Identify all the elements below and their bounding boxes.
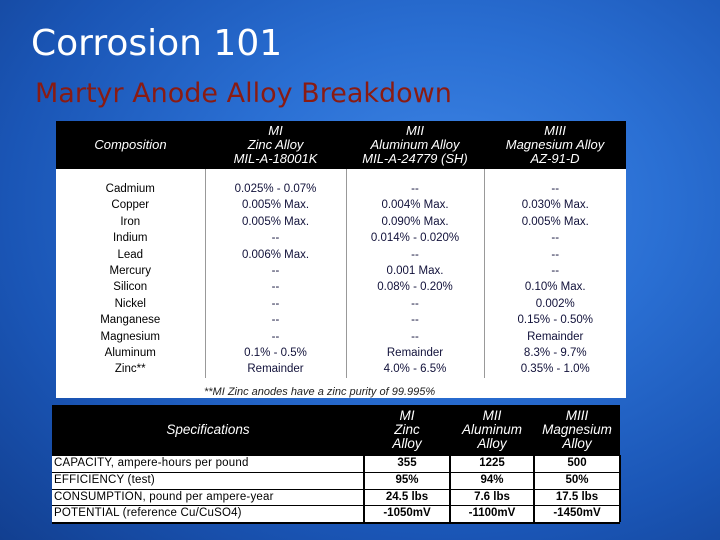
spec-mii-cell: 1225	[450, 456, 534, 473]
specifications-header: Specifications	[52, 405, 364, 456]
miii-value-cell: 0.15% - 0.50%	[517, 314, 593, 327]
alloy-spacer-row	[56, 169, 626, 181]
spec-row	[52, 472, 620, 489]
alloy-table	[56, 121, 626, 378]
spec-row	[52, 506, 620, 522]
alloy-row	[56, 247, 626, 263]
mii-value-cell: 0.08% - 0.20%	[346, 279, 484, 295]
mii-header-line: MIL-A-24779 (SH)	[362, 151, 468, 166]
spec-miii-cell: 17.5 lbs	[534, 489, 620, 506]
alloy-row	[56, 296, 626, 312]
miii-header-line: Magnesium Alloy	[505, 137, 605, 152]
element-cell: Zinc**	[56, 361, 205, 377]
mi-value-cell: 0.1% - 0.5%	[205, 345, 346, 361]
alloy-row	[56, 263, 626, 279]
mii-value-cell: 0.090% Max.	[346, 214, 484, 230]
spec-miii-header	[534, 405, 620, 456]
miii-header-line: MIII	[544, 123, 566, 138]
zinc-purity-footnote: **MI Zinc anodes have a zinc purity of 99.995%	[204, 386, 436, 398]
mii-value-cell: --	[346, 247, 484, 263]
mi-value-cell: --	[205, 312, 346, 328]
spec-mi-cell: 95%	[364, 472, 450, 489]
composition-header: Composition	[56, 121, 205, 169]
mi-value-cell: Remainder	[205, 361, 346, 377]
element-cell: Copper	[56, 197, 205, 213]
alloy-row	[56, 312, 626, 328]
mii-header-line: Aluminum Alloy	[370, 137, 460, 152]
mi-value-cell: 0.005% Max.	[205, 214, 346, 230]
miii-value-cell: 0.10% Max.	[524, 281, 586, 294]
spec-miii-header-line: Alloy	[562, 436, 592, 451]
spec-miii-header-line: Magnesium	[542, 422, 612, 437]
element-cell: Cadmium	[56, 181, 205, 197]
alloy-composition-table	[56, 121, 626, 398]
slide-title: Corrosion 101	[31, 23, 283, 64]
spec-miii-cell: -1450mV	[534, 506, 620, 522]
element-cell: Magnesium	[56, 329, 205, 345]
mii-value-cell: 0.001 Max.	[346, 263, 484, 279]
alloy-row	[56, 345, 626, 361]
spec-mii-header-line: MII	[482, 408, 502, 423]
element-cell: Silicon	[56, 279, 205, 295]
spec-mii-header-line: Alloy	[477, 436, 507, 451]
spec-label-cell: CAPACITY, ampere-hours per pound	[52, 456, 364, 473]
alloy-row	[56, 230, 626, 246]
spec-mi-header	[364, 405, 450, 456]
mi-value-cell: --	[205, 296, 346, 312]
spec-header-row	[52, 405, 620, 456]
miii-value-cell: --	[551, 265, 560, 278]
mii-value-cell: Remainder	[346, 345, 484, 361]
alloy-row	[56, 361, 626, 377]
element-cell: Mercury	[56, 263, 205, 279]
element-cell: Iron	[56, 214, 205, 230]
spec-label-cell: CONSUMPTION, pound per ampere-year	[52, 489, 364, 506]
mi-value-cell: 0.005% Max.	[205, 197, 346, 213]
miii-value-cell: --	[551, 232, 560, 245]
alloy-header-row	[56, 121, 626, 169]
mi-header-line: Zinc Alloy	[247, 137, 304, 152]
mi-header-line: MI	[268, 123, 283, 138]
mii-value-cell: 0.004% Max.	[346, 197, 484, 213]
spec-miii-cell: 50%	[534, 472, 620, 489]
mi-value-cell: 0.006% Max.	[205, 247, 346, 263]
spec-mii-header-line: Aluminum	[461, 422, 523, 437]
mi-value-cell: --	[205, 279, 346, 295]
alloy-row	[56, 214, 626, 230]
miii-value-cell: 0.35% - 1.0%	[520, 363, 590, 376]
mii-value-cell: --	[346, 312, 484, 328]
spec-mi-header-line: Alloy	[392, 436, 422, 451]
mii-value-cell: 4.0% - 6.5%	[346, 361, 484, 377]
element-cell: Indium	[56, 230, 205, 246]
element-cell: Manganese	[56, 312, 205, 328]
spec-row	[52, 489, 620, 506]
miii-value-cell: 0.002%	[535, 297, 575, 310]
spec-mi-header-line: Zinc	[394, 422, 420, 437]
spec-label-cell: EFFICIENCY (test)	[52, 472, 364, 489]
slide-subtitle: Martyr Anode Alloy Breakdown	[35, 78, 452, 109]
spec-miii-cell: 500	[534, 456, 620, 473]
mii-value-cell: --	[346, 181, 484, 197]
mi-value-cell: --	[205, 263, 346, 279]
mi-header	[205, 121, 346, 169]
alloy-row	[56, 181, 626, 197]
mi-value-cell: --	[205, 230, 346, 246]
spec-mi-cell: 355	[364, 456, 450, 473]
spec-mii-cell: 7.6 lbs	[450, 489, 534, 506]
mi-value-cell: 0.025% - 0.07%	[205, 181, 346, 197]
miii-value-cell: Remainder	[527, 330, 584, 343]
miii-header-line: AZ-91-D	[530, 151, 580, 166]
miii-header	[484, 121, 626, 169]
mii-header	[346, 121, 484, 169]
alloy-row	[56, 329, 626, 345]
mi-header-line: MIL-A-18001K	[233, 151, 318, 166]
miii-value-cell: 8.3% - 9.7%	[523, 347, 587, 360]
spec-mi-header-line: MI	[399, 408, 415, 423]
mii-value-cell: 0.014% - 0.020%	[346, 230, 484, 246]
element-cell: Aluminum	[56, 345, 205, 361]
element-cell: Lead	[56, 247, 205, 263]
mii-value-cell: --	[346, 329, 484, 345]
miii-value-cell: --	[551, 183, 560, 195]
element-cell: Nickel	[56, 296, 205, 312]
miii-value-cell: 0.030% Max.	[521, 199, 589, 212]
spec-row	[52, 456, 620, 473]
mii-value-cell: --	[346, 296, 484, 312]
miii-value-cell: --	[551, 248, 560, 261]
spec-mii-header	[450, 405, 534, 456]
alloy-row	[56, 197, 626, 213]
spec-label-cell: POTENTIAL (reference Cu/CuSO4)	[52, 506, 364, 522]
spec-mi-cell: -1050mV	[364, 506, 450, 522]
mii-header-line: MII	[405, 123, 425, 138]
specifications-table	[52, 405, 620, 524]
alloy-row	[56, 279, 626, 295]
spec-table	[52, 405, 621, 522]
spec-mi-cell: 24.5 lbs	[364, 489, 450, 506]
spec-mii-cell: 94%	[450, 472, 534, 489]
spec-mii-cell: -1100mV	[450, 506, 534, 522]
spec-miii-header-line: MIII	[565, 408, 589, 423]
mi-value-cell: --	[205, 329, 346, 345]
miii-value-cell: 0.005% Max.	[521, 215, 589, 228]
